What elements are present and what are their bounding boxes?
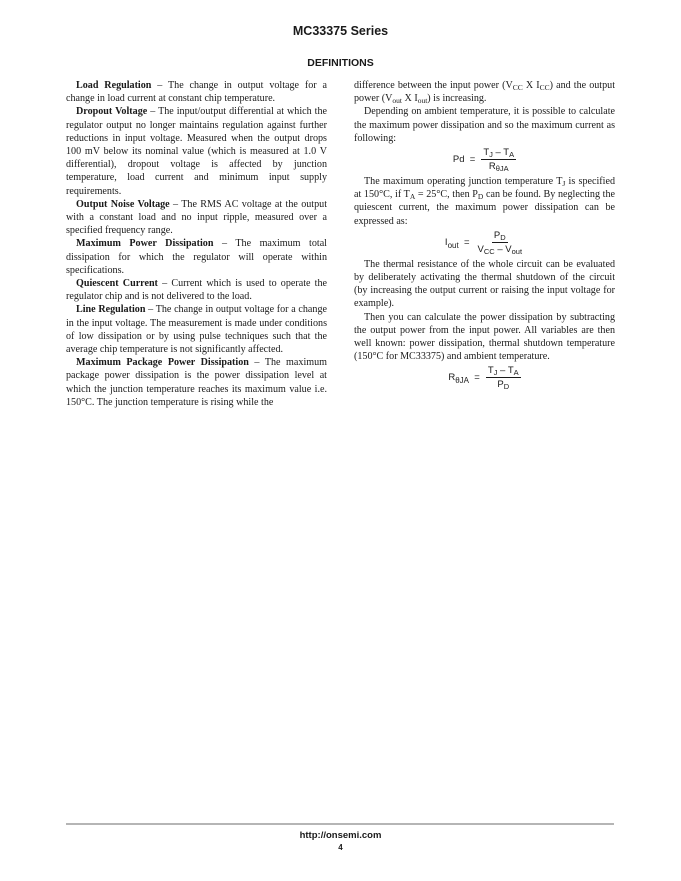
symbol: T — [487, 365, 494, 377]
symbol: V — [505, 243, 512, 255]
term-maximum-package-power-dissipation: Maximum Package Power Dissipation — [76, 357, 249, 369]
footer-url-link[interactable]: http://onsemi.com — [299, 830, 382, 841]
subscript: D — [477, 192, 484, 202]
equation-fraction — [481, 147, 516, 172]
text-run: = 25°C, then P — [415, 189, 478, 201]
fraction-denominator — [487, 160, 511, 172]
definition-output-noise-voltage — [66, 198, 327, 238]
equation-iout — [354, 230, 615, 255]
term-separator: – — [157, 278, 172, 290]
text-run: can be found. By neglecting the quiescent current, the maximum power dissipation can be expressed as: — [354, 189, 615, 227]
subscript: out — [511, 246, 523, 256]
equation-lhs-symbol: I — [444, 236, 448, 248]
definition-text: The change in output voltage for a change in load current at constant chip temperature. — [66, 80, 327, 105]
text-run: X I — [402, 93, 418, 105]
paragraph-junction-temperature — [354, 175, 615, 228]
equation-r-theta-ja — [354, 365, 615, 390]
fraction-numerator — [481, 147, 516, 160]
definition-load-regulation — [66, 79, 327, 105]
fraction-numerator — [486, 365, 521, 378]
definition-text: The input/output differential at which the regulator output no longer maintains regulation against further reductions in input voltage. Measured when the output drops 100 mV below its nominal value (which is measured at 1.0 V differential), dropout voltage is affected by junction temperature, load current and minimum input supply requirements. — [66, 106, 327, 197]
definition-text: The maximum package power dissipation is the power dissipation level at which the junction temperature reaches its maximum value i.e. 150°C. The junction temperature is rising while the — [66, 357, 327, 408]
symbol: T — [503, 147, 510, 159]
paragraph-ambient-temperature: Depending on ambient temperature, it is possible to calculate the maximum power dissipation and so the maximum current as following: — [354, 106, 615, 144]
definition-text: The maximum total dissipation for which the regulator will operate within specifications. — [66, 238, 327, 276]
term-separator: – — [147, 106, 159, 118]
subscript: D — [500, 232, 506, 242]
right-column — [354, 79, 615, 393]
symbol: P — [497, 379, 504, 391]
definition-text: Current which is used to operate the regulator chip and is not delivered to the load. — [66, 278, 328, 303]
operator: – — [497, 365, 508, 377]
symbol: P — [493, 229, 501, 241]
term-separator: – — [169, 198, 182, 210]
term-maximum-power-dissipation: Maximum Power Dissipation — [76, 238, 214, 250]
term-line-regulation: Line Regulation — [76, 304, 146, 316]
footer-divider — [66, 823, 614, 825]
equation-lhs — [445, 236, 470, 249]
equation-pd — [354, 147, 615, 172]
definition-maximum-power-dissipation — [66, 237, 327, 277]
operator: – — [494, 243, 506, 255]
equation-lhs-symbol: R — [448, 372, 456, 384]
equals-sign: = — [474, 372, 480, 384]
definition-maximum-package-power-dissipation — [66, 356, 327, 409]
definition-text: The change in output voltage for a change in the input voltage. The measurement is made under conditions of low dissipation or by using pulse techniques such that the average chip temperature is not significantly affected. — [66, 304, 327, 356]
equals-sign: = — [469, 153, 476, 165]
definition-text: The RMS AC voltage at the output with a constant load and no input ripple, measured over a specified frequency range. — [66, 198, 327, 237]
subscript: J — [562, 179, 566, 189]
fraction-denominator — [495, 378, 511, 390]
definition-line-regulation — [66, 303, 327, 356]
subscript: out — [447, 240, 459, 250]
subscript: A — [409, 192, 416, 202]
equation-lhs-symbol: Pd — [452, 153, 465, 165]
equation-lhs — [448, 371, 480, 384]
text-run: X I — [522, 80, 540, 91]
symbol: T — [483, 147, 490, 159]
term-output-noise-voltage: Output Noise Voltage — [76, 198, 170, 210]
subscript: out — [392, 96, 402, 106]
subscript: out — [417, 96, 428, 106]
symbol: T — [507, 365, 514, 377]
subscript: CC — [512, 83, 523, 92]
equation-fraction — [486, 365, 521, 390]
subscript: CC — [483, 246, 495, 256]
section-title: DEFINITIONS — [307, 57, 374, 69]
subscript: A — [509, 150, 515, 160]
term-separator: – — [248, 357, 265, 369]
equation-fraction — [476, 230, 525, 255]
subscript: D — [503, 382, 510, 392]
subscript: CC — [539, 83, 550, 92]
term-separator: – — [145, 304, 156, 316]
subscript: J — [489, 150, 493, 160]
equals-sign: = — [463, 236, 470, 248]
text-run: ) is increasing. — [427, 93, 487, 105]
definition-quiescent-current — [66, 277, 327, 303]
page-header-title: MC33375 Series — [292, 24, 389, 38]
paragraph-thermal-resistance: The thermal resistance of the whole circuit can be evaluated by deliberately activating the thermal shutdown of the circuit (by increasing the output current or raising the input voltage for example). — [354, 258, 615, 310]
text-run: ) and the output power (V — [354, 80, 616, 105]
term-separator: – — [213, 238, 236, 250]
subscript: J — [493, 368, 498, 378]
definition-dropout-voltage — [66, 105, 327, 197]
symbol: V — [477, 243, 484, 255]
text-run: The maximum operating junction temperature T — [364, 176, 563, 188]
fraction-denominator — [476, 243, 525, 255]
text-run: difference between the input power (V — [354, 80, 513, 91]
subscript: A — [513, 368, 519, 378]
paragraph-power-difference — [354, 79, 615, 105]
subscript: θJA — [455, 376, 470, 386]
term-quiescent-current: Quiescent Current — [76, 278, 158, 290]
equation-lhs — [453, 153, 475, 166]
paragraph-calculate-power: Then you can calculate the power dissipation by subtracting the output power from the input power. All variables are then well known: power dissipation, thermal shutdown temperature (150°C for MC33375) and ambient temperature. — [354, 311, 615, 363]
operator: – — [492, 147, 504, 159]
page-number: 4 — [338, 843, 343, 852]
text-run: is specified at 150°C, if T — [354, 176, 615, 201]
term-dropout-voltage: Dropout Voltage — [76, 106, 148, 118]
symbol: R — [488, 161, 496, 173]
term-load-regulation: Load Regulation — [76, 80, 152, 91]
fraction-numerator — [492, 230, 508, 243]
term-separator: – — [151, 80, 168, 91]
subscript: θJA — [495, 164, 509, 174]
left-column — [66, 79, 327, 409]
